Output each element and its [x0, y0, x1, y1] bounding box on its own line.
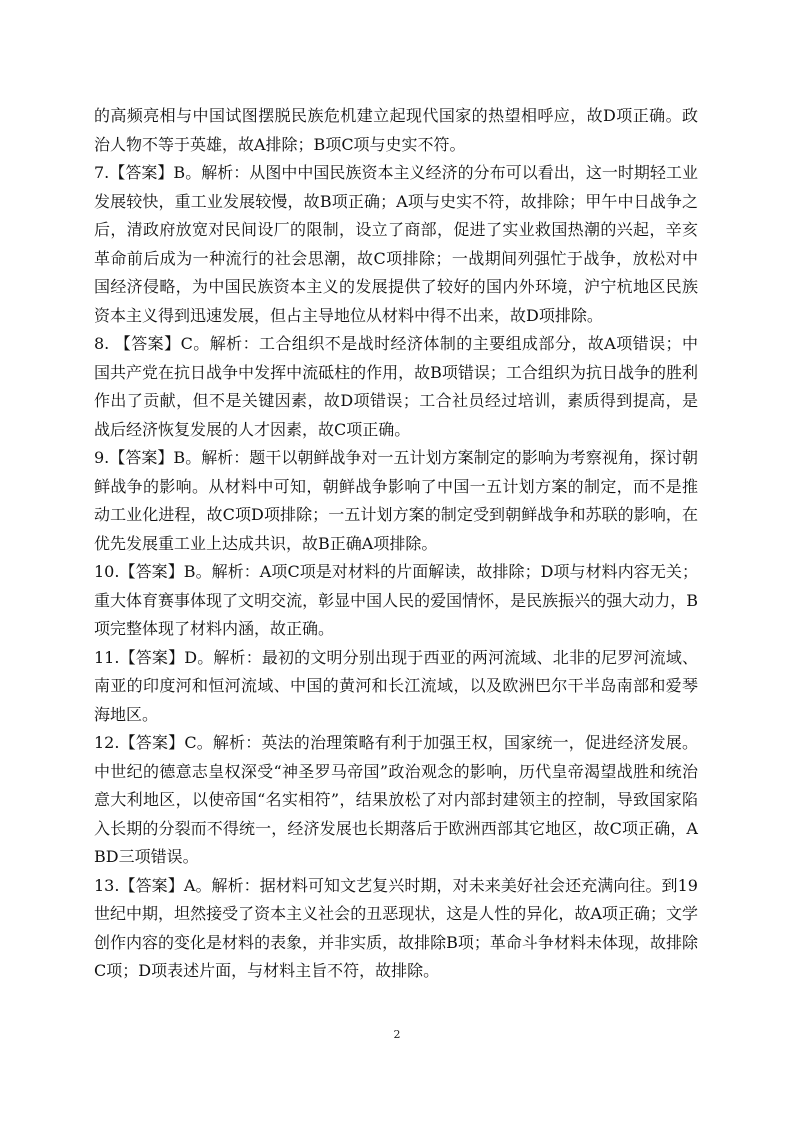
answer-explanation: 。解析：据材料可知文艺复兴时期，对未来美好社会还充满向往。到19世纪中期，坦然接受了资本主义社会的丑恶现状，这是人性的异化，故A项正确；文学创作内容的变化是材料的表象，并非实质，故排除B项；革命斗争材料未体现，故排除C项；D项表述片面，与材料主旨不符，故排除。 — [94, 875, 698, 980]
answer-explanation: 。解析：题干以朝鲜战争对一五计划方案制定的影响为考察视角，探讨朝鲜战争的影响。从材料中可知，朝鲜战争影响了中国一五计划方案的制定，而不是推动工业化进程，故C项D项排除；一五计划方案的制定受到朝鲜战争和苏联的影响，在优先发展重工业上达成共识，故B正确A项排除。 — [94, 448, 698, 553]
answer-explanation: 。解析：工合组织不是战时经济体制的主要组成部分，故A项错误；中国共产党在抗日战争中发挥中流砥柱的作用，故B项错误；工合组织为抗日战争的胜利作出了贡献，但不是关键因素，故D项错误；工合社员经过培训，素质得到提高，是战后经济恢复发展的人才因素，故C项正确。 — [94, 334, 698, 439]
question-number: 9. — [94, 448, 110, 467]
question-number: 8. — [94, 334, 115, 353]
answer-tag: 【答案】 — [109, 448, 174, 467]
answer-tag: 【答案】 — [119, 562, 184, 581]
answer-content — [94, 102, 698, 986]
answer-tag: 【答案】 — [119, 647, 185, 667]
answer-item-11 — [94, 644, 698, 730]
answer-letter: D — [184, 647, 198, 667]
answer-item-10 — [94, 558, 698, 644]
answer-item-9 — [94, 444, 698, 558]
answer-letter: B — [183, 562, 196, 581]
question-number: 13. — [94, 875, 120, 895]
page-number: 2 — [393, 1028, 401, 1041]
answer-tag: 【答案】 — [109, 163, 174, 182]
continuation-paragraph: 的高频亮相与中国试图摆脱民族危机建立起现代国家的热望相呼应，故D项正确。政治人物不等于英雄，故A排除；B项C项与史实不符。 — [94, 106, 698, 154]
answer-tag: 【答案】 — [114, 334, 181, 353]
answer-explanation: 。解析：从图中中国民族资本主义经济的分布可以看出，这一时期轻工业发展较快，重工业发展较慢，故B项正确；A项与史实不符，故排除；甲午中日战争之后，清政府放宽对民间设厂的限制，设立了商部，促进了实业救国热潮的兴起，辛亥革命前后成为一种流行的社会思潮，故C项排除；一战期间列强忙于战争，放松对中国经济侵略，为中国民族资本主义的发展提供了较好的国内外环境，沪宁杭地区民族资本主义得到迅速发展，但占主导地位从材料中得不出来，故D项排除。 — [94, 163, 698, 325]
answer-letter: A — [183, 875, 196, 895]
answer-letter: C — [184, 733, 197, 752]
answer-tag: 【答案】 — [119, 875, 184, 895]
answer-explanation: 。解析：最初的文明分别出现于西亚的两河流域、北非的尼罗河流域、南亚的印度河和恒河流域、中国的黄河和长江流域，以及欧洲巴尔干半岛南部和爱琴海地区。 — [94, 647, 698, 724]
answer-letter: B — [173, 448, 186, 467]
answer-item-12 — [94, 729, 698, 872]
question-number: 12. — [94, 733, 120, 752]
answer-item-8 — [94, 330, 698, 444]
answer-item-7 — [94, 159, 698, 330]
question-number: 7. — [94, 163, 110, 182]
answer-tag: 【答案】 — [119, 733, 185, 752]
answer-letter: C — [180, 334, 193, 353]
question-number: 10. — [94, 562, 120, 581]
answer-item-13 — [94, 872, 698, 986]
answer-explanation: 。解析：英法的治理策略有利于加强王权，国家统一，促进经济发展。中世纪的德意志皇权深受“神圣罗马帝国”政治观念的影响，历代皇帝渴望战胜和统治意大利地区，以使帝国“名实相符”，结果放松了对内部封建领主的控制，导致国家陷入长期的分裂而不得统一，经济发展也长期落后于欧洲西部其它地区，故C项正确，ABD三项错误。 — [94, 733, 698, 866]
answer-letter: B — [173, 163, 186, 182]
answer-explanation: 。解析：A项C项是对材料的片面解读，故排除；D项与材料内容无关；重大体育赛事体现了文明交流，彰显中国人民的爱国情怀，是民族振兴的强大动力，B项完整体现了材料内涵，故正确。 — [94, 562, 698, 638]
question-number: 11. — [94, 647, 120, 667]
